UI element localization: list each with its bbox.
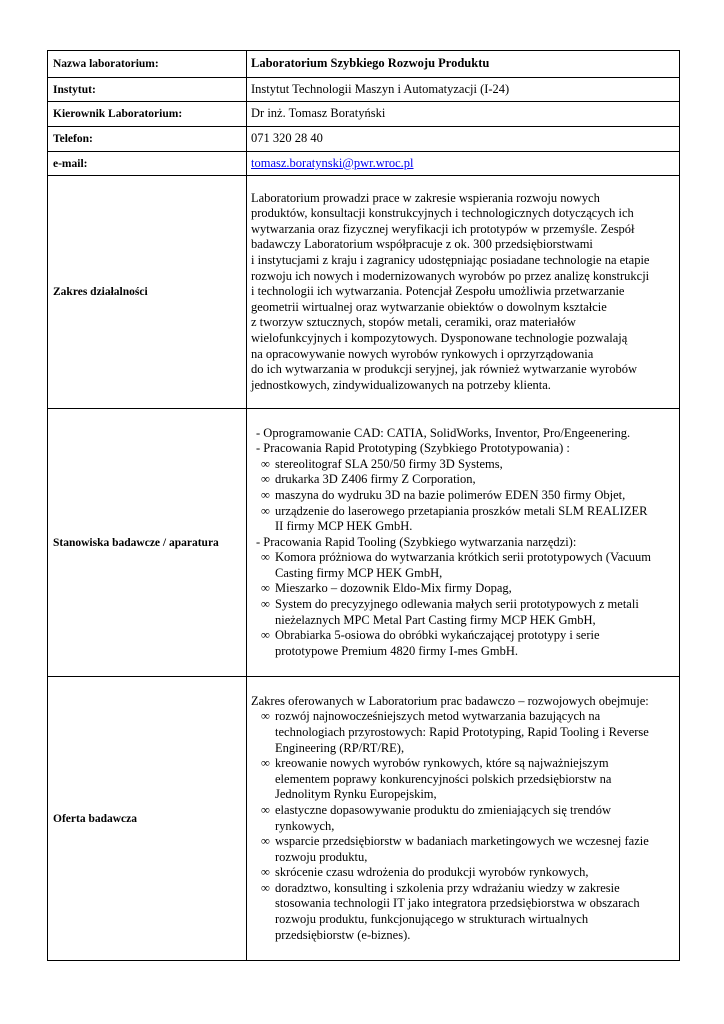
scope-line: z tworzyw sztucznych, stopów metali, ceramiki, oraz materiałów bbox=[251, 315, 576, 330]
scope-paragraph bbox=[251, 191, 675, 394]
offer-item-line: przedsiębiorstw (e-biznes). bbox=[275, 927, 411, 942]
offer-item bbox=[251, 834, 675, 865]
offer-item-line: elementem poprawy konkurencyjności polskich przedsiębiorstw na bbox=[275, 771, 612, 786]
offer-item bbox=[251, 756, 675, 803]
scope-line: Laboratorium prowadzi prace w zakresie wspierania rozwoju nowych bbox=[251, 190, 600, 205]
value-head: Dr inż. Tomasz Boratyński bbox=[247, 102, 680, 127]
label-lab-name: Nazwa laboratorium: bbox=[48, 51, 247, 78]
value-institute: Instytut Technologii Maszyn i Automatyzacji (I-24) bbox=[247, 78, 680, 102]
label-email: e-mail: bbox=[48, 152, 247, 176]
scope-line: do ich wytwarzania w produkcji seryjnej, jak również wytwarzanie wyrobów bbox=[251, 362, 637, 377]
lab-info-table bbox=[47, 50, 680, 961]
rp-item bbox=[251, 472, 675, 488]
offer-list bbox=[251, 709, 675, 943]
infinity-bullet-icon: ∞ bbox=[261, 503, 270, 518]
infinity-bullet-icon: ∞ bbox=[261, 756, 270, 771]
rt-item-line: System do precyzyjnego odlewania małych serii prototypowych z metali bbox=[275, 597, 639, 612]
scope-line: rozwoju ich nowych i modernizowanych wyrobów po przez analizę konstrukcji bbox=[251, 268, 650, 283]
rt-item bbox=[251, 550, 675, 581]
infinity-bullet-icon: ∞ bbox=[261, 709, 270, 724]
infinity-bullet-icon: ∞ bbox=[261, 880, 270, 895]
equipment-rt-heading: - Pracowania Rapid Tooling (Szybkiego wytwarzania narzędzi): bbox=[256, 534, 577, 549]
rt-item-line: prototypowe Premium 4820 firmy I-mes GmbH. bbox=[275, 643, 519, 658]
row-lab-name bbox=[48, 51, 680, 78]
offer-item-line: skrócenie czasu wdrożenia do produkcji wyrobów rynkowych, bbox=[275, 865, 589, 880]
rp-item-line: maszyna do wydruku 3D na bazie polimerów EDEN 350 firmy Objet, bbox=[275, 487, 626, 502]
rt-item bbox=[251, 581, 675, 597]
equipment-rt-list bbox=[251, 550, 675, 659]
label-phone: Telefon: bbox=[48, 127, 247, 152]
rp-item bbox=[251, 488, 675, 504]
infinity-bullet-icon: ∞ bbox=[261, 628, 270, 643]
label-offer: Oferta badawcza bbox=[48, 677, 247, 961]
row-phone bbox=[48, 127, 680, 152]
label-equipment: Stanowiska badawcze / aparatura bbox=[48, 409, 247, 677]
offer-item-line: rynkowych, bbox=[275, 818, 335, 833]
label-head: Kierownik Laboratorium: bbox=[48, 102, 247, 127]
infinity-bullet-icon: ∞ bbox=[261, 802, 270, 817]
equipment-cad: - Oprogramowanie CAD: CATIA, SolidWorks, Inventor, Pro/Engeenering. bbox=[256, 425, 631, 440]
offer-item-line: stosowania technologii IT jako integratora przedsiębiorstwa w obszarach bbox=[275, 896, 640, 911]
rt-item bbox=[251, 597, 675, 628]
value-lab-name: Laboratorium Szybkiego Rozwoju Produktu bbox=[247, 51, 680, 78]
infinity-bullet-icon: ∞ bbox=[261, 456, 270, 471]
offer-item-line: Engineering (RP/RT/RE), bbox=[275, 740, 405, 755]
rp-item-line: urządzenie do laserowego przetapiania proszków metali SLM REALIZER bbox=[275, 503, 648, 518]
offer-item-line: elastyczne dopasowywanie produktu do zmieniających się trendów bbox=[275, 802, 611, 817]
rt-item-line: Komora próżniowa do wytwarzania krótkich serii prototypowych (Vacuum bbox=[275, 550, 651, 565]
offer-item-line: rozwoju produktu, funkcjonującego w strukturach wirtualnych bbox=[275, 912, 589, 927]
rt-item-line: Casting firmy MCP HEK GmbH, bbox=[275, 565, 443, 580]
offer-intro: Zakres oferowanych w Laboratorium prac badawczo – rozwojowych obejmuje: bbox=[251, 693, 649, 708]
scope-line: geometrii wirtualnej oraz wytwarzanie obiektów o dowolnym kształcie bbox=[251, 299, 607, 314]
infinity-bullet-icon: ∞ bbox=[261, 581, 270, 596]
scope-line: badawczy Laboratorium współpracuje z ok. 300 przedsiębiorstwami bbox=[251, 237, 593, 252]
rp-item-line: II firmy MCP HEK GmbH. bbox=[275, 519, 413, 534]
rt-item-line: nieżelaznych MPC Metal Part Casting firmy MCP HEK GmbH, bbox=[275, 612, 596, 627]
offer-item-line: wsparcie przedsiębiorstw w badaniach marketingowych we wczesnej fazie bbox=[275, 834, 649, 849]
value-offer bbox=[247, 677, 680, 961]
offer-item bbox=[251, 709, 675, 756]
rt-item-line: Obrabiarka 5-osiowa do obróbki wykańczającej prototypy i serie bbox=[275, 628, 600, 643]
rp-item-line: stereolitograf SLA 250/50 firmy 3D Systems, bbox=[275, 456, 503, 471]
offer-item-line: rozwój najnowocześniejszych metod wytwarzania bazujących na bbox=[275, 709, 601, 724]
value-scope bbox=[247, 176, 680, 409]
scope-line: i instytucjami z kraju i zagranicy udostępniając posiadane technologie na etapie bbox=[251, 253, 650, 268]
email-link[interactable]: tomasz.boratynski@pwr.wroc.pl bbox=[251, 155, 414, 170]
infinity-bullet-icon: ∞ bbox=[261, 472, 270, 487]
rp-item-line: drukarka 3D Z406 firmy Z Corporation, bbox=[275, 472, 476, 487]
infinity-bullet-icon: ∞ bbox=[261, 865, 270, 880]
infinity-bullet-icon: ∞ bbox=[261, 834, 270, 849]
row-head bbox=[48, 102, 680, 127]
rt-item-line: Mieszarko – dozownik Eldo-Mix firmy Dopag, bbox=[275, 581, 512, 596]
offer-item-line: doradztwo, konsulting i szkolenia przy wdrażaniu wiedzy w zakresie bbox=[275, 880, 620, 895]
value-phone: 071 320 28 40 bbox=[247, 127, 680, 152]
offer-item-line: kreowanie nowych wyrobów rynkowych, które są najważniejszym bbox=[275, 756, 609, 771]
row-scope bbox=[48, 176, 680, 409]
rp-item bbox=[251, 457, 675, 473]
value-equipment bbox=[247, 409, 680, 677]
equipment-rp-heading: - Pracowania Rapid Prototyping (Szybkiego Prototypowania) : bbox=[256, 441, 570, 456]
scope-line: wytwarzania oraz fizycznej weryfikacji ich prototypów w przemyśle. Zespół bbox=[251, 221, 635, 236]
row-offer bbox=[48, 677, 680, 961]
rt-item bbox=[251, 628, 675, 659]
offer-item-line: Jednolitym Rynku Europejskim, bbox=[275, 787, 437, 802]
offer-item-line: rozwoju produktu, bbox=[275, 849, 368, 864]
scope-line: na opracowywanie nowych wyrobów rynkowych i oprzyrządowania bbox=[251, 346, 594, 361]
row-institute bbox=[48, 78, 680, 102]
scope-line: wielofunkcyjnych i kompozytowych. Dysponowane technologie pozwalają bbox=[251, 330, 628, 345]
offer-item bbox=[251, 865, 675, 881]
scope-line: jednostkowych, zindywidualizowanych na potrzeby klienta. bbox=[251, 377, 551, 392]
infinity-bullet-icon: ∞ bbox=[261, 487, 270, 502]
infinity-bullet-icon: ∞ bbox=[261, 597, 270, 612]
scope-line: i technologii ich wytwarzania. Potencjał Zespołu umożliwia przetwarzanie bbox=[251, 284, 625, 299]
offer-item bbox=[251, 803, 675, 834]
infinity-bullet-icon: ∞ bbox=[261, 550, 270, 565]
offer-item-line: technologiach przyrostowych: Rapid Prototyping, Rapid Tooling i Reverse bbox=[275, 724, 649, 739]
value-email-cell bbox=[247, 152, 680, 176]
label-institute: Instytut: bbox=[48, 78, 247, 102]
row-email bbox=[48, 152, 680, 176]
row-equipment bbox=[48, 409, 680, 677]
scope-line: produktów, konsultacji konstrukcyjnych i technologicznych dotyczących ich bbox=[251, 206, 634, 221]
label-scope: Zakres działalności bbox=[48, 176, 247, 409]
offer-item bbox=[251, 881, 675, 943]
rp-item bbox=[251, 504, 675, 535]
equipment-rp-list bbox=[251, 457, 675, 535]
